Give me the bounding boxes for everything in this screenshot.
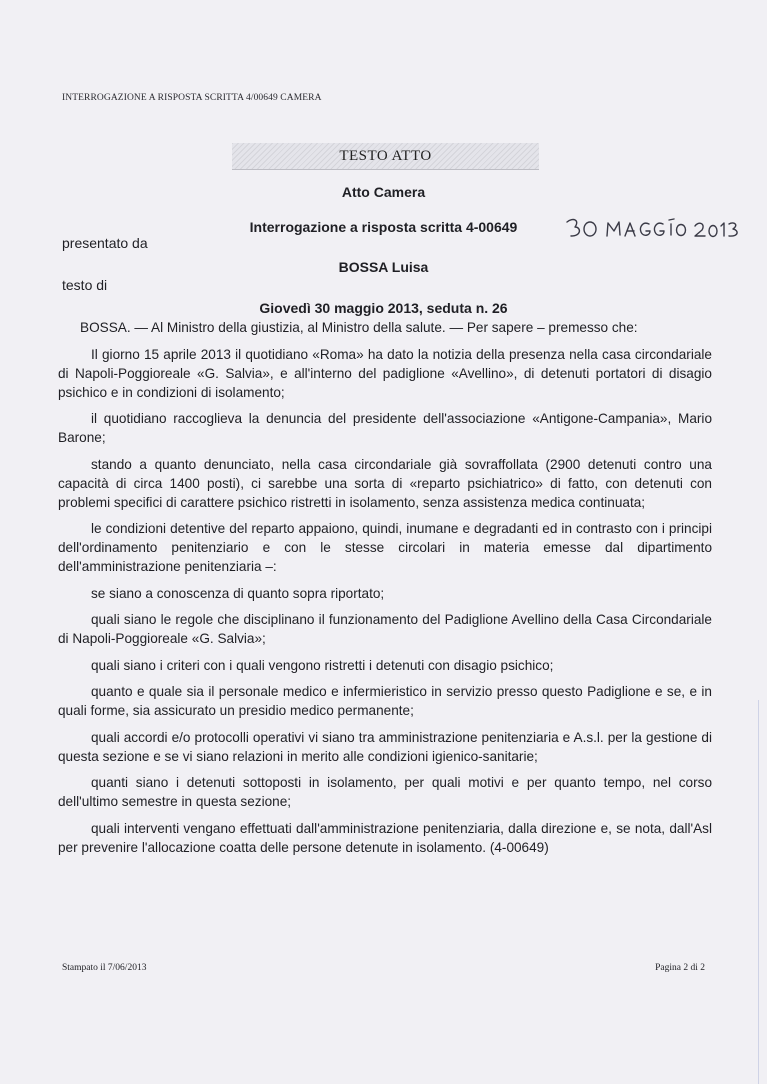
session-line: Giovedì 30 maggio 2013, seduta n. 26 [259,300,508,316]
act-title: Interrogazione a risposta scritta 4-00649 [249,219,518,235]
text-of-label: testo di [62,277,108,293]
paragraph: quali interventi vengano effettuati dall'amministrazione penitenziaria, dalla direzione e, se nota, dall'Asl per prevenire l'allocazione coatta delle persone detenute in isolamento. (4-00649) [58,820,712,855]
paragraph: quali siano i criteri con i quali vengono ristretti i detenuti con disagio psichico; [91,657,554,673]
page-number: Pagina 2 di 2 [655,963,705,973]
presented-by-label: presentato da [62,235,148,251]
scan-edge-mark [758,700,767,1084]
banner-title: TESTO ATTO [339,147,432,164]
testo-atto-banner [232,143,539,170]
author-name: BOSSA Luisa [338,259,429,275]
chamber-title: Atto Camera [341,184,426,200]
paragraph: il quotidiano raccoglieva la denuncia del presidente dell'associazione «Antigone-Campania», Mario Barone; [58,411,712,445]
paragraph-intro: BOSSA. — Al Ministro della giustizia, al Ministro della salute. — Per sapere – premesso che: [80,320,638,335]
act-body [58,318,712,864]
paragraph: Il giorno 15 aprile 2013 il quotidiano «Roma» ha dato la notizia della presenza nella casa circondariale di Napoli-Poggioreale «G. Salvia», e all'interno del padiglione «Avellino», di detenuti portatori di disagio psichico e in condizioni di isolamento; [58,346,712,400]
paragraph: stando a quanto denunciato, nella casa circondariale già sovraffollata (2900 detenuti contro una capacità di circa 1400 posti), ci sarebbe una sorta di «reparto psichiatrico» di fatto, con detenuti con problemi specifici di carattere psichico ristretti in isolamento, senza assistenza medica continuata; [58,456,712,510]
paragraph: le condizioni detentive del reparto appaiono, quindi, inumane e degradanti ed in contrasto con i principi dell'ordinamento penitenziario e con le stesse circolari in materia emesse dal dipartimento dell'amministrazione penitenziaria –: [58,521,712,574]
paragraph: quali accordi e/o protocolli operativi vi siano tra amministrazione penitenziaria e A.s.l. per la gestione di questa sezione e se vi siano relazioni in merito alle condizioni igienico-sanitarie; [58,729,712,764]
print-date: Stampato il 7/06/2013 [62,963,147,973]
handwritten-date-annotation [563,211,743,247]
paragraph: quali siano le regole che disciplinano il funzionamento del Padiglione Avellino della Casa Circondariale di Napoli-Poggioreale «G. Salvia»; [58,612,712,646]
paragraph: se siano a conoscenza di quanto sopra riportato; [91,585,385,601]
paragraph: quanto e quale sia il personale medico e infermieristico in servizio presso questo Padiglione e se, e in quali forme, sia assicurato un presidio medico permanente; [58,684,712,718]
document-header: INTERROGAZIONE A RISPOSTA SCRITTA 4/00649 CAMERA [62,93,322,103]
paragraph: quanti siano i detenuti sottoposti in isolamento, per quali motivi e per quanto tempo, nel corso dell'ultimo semestre in questa sezione; [58,775,712,809]
